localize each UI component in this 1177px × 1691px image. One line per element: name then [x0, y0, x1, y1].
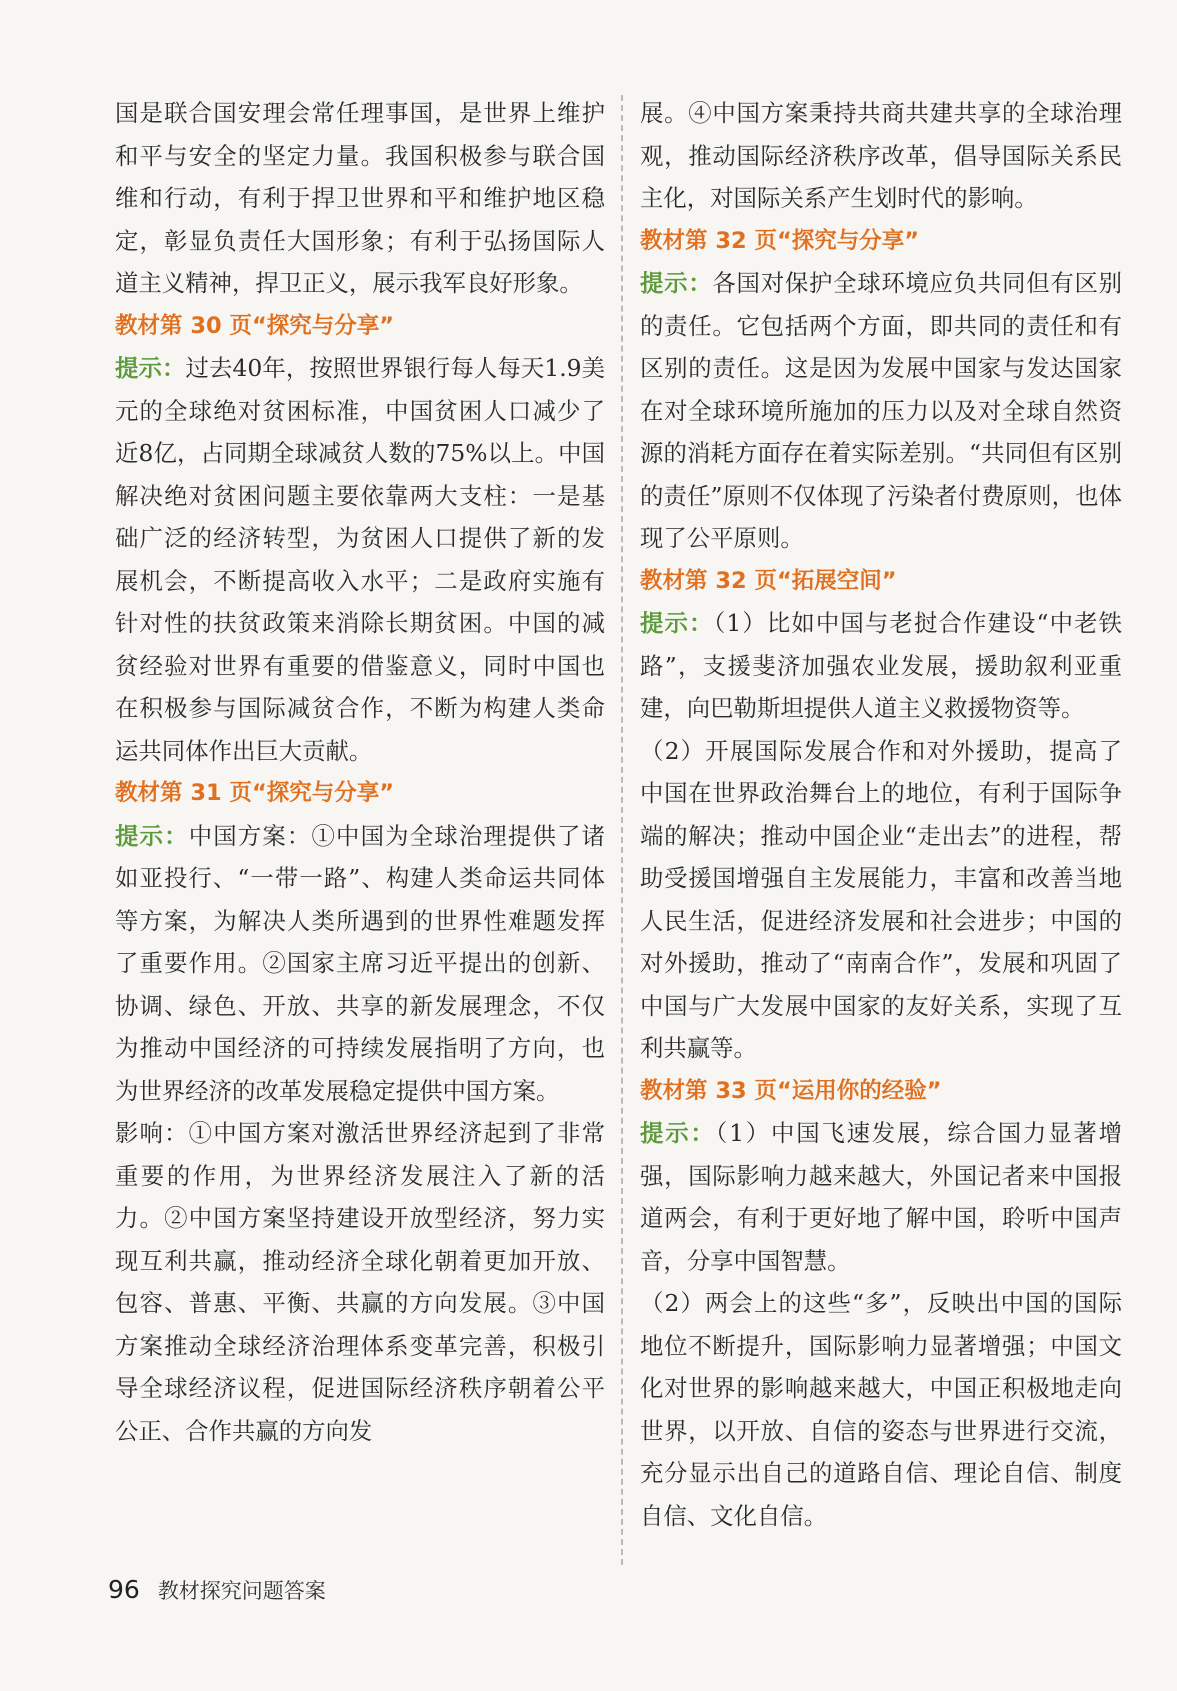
section-body-p33: [640, 1112, 1122, 1282]
section-heading-p32-extend: 教材第 32 页“拓展空间”: [640, 567, 897, 594]
section-body-p33-2: （2）两会上的这些“多”，反映出中国的国际地位不断提升，国际影响力显著增强；中国文化对世界的影响越来越大，中国正积极地走向世界，以开放、自信的姿态与世界进行交流，充分显示出自己的道路自信、理论自信、制度自信、文化自信。: [640, 1289, 1122, 1530]
section-body-p32-extend: [640, 602, 1122, 730]
intro-paragraph: 国是联合国安理会常任理事国，是世界上维护和平与安全的坚定力量。我国积极参与联合国维和行动，有利于捍卫世界和平和维护地区稳定，彰显负责任大国形象；有利于弘扬国际人道主义精神，捍卫正义，展示我军良好形象。: [115, 99, 605, 297]
tip-text: （1）中国飞速发展，综合国力显著增强，国际影响力越来越大，外国记者来中国报道两会，有利于更好地了解中国，聆听中国声音，分享中国智慧。: [640, 1119, 1123, 1275]
section-body-p30: [115, 347, 605, 772]
section-heading-p33: 教材第 33 页“运用你的经验”: [640, 1077, 942, 1104]
tip-label: 提示：: [640, 609, 714, 637]
tip-text: 各国对保护全球环境应负共同但有区别的责任。它包括两个方面，即共同的责任和有区别的责任。这是因为发展中国家与发达国家在对全球环境所施加的压力以及对全球自然资源的消耗方面存在着实际差别。“共同但有区别的责任”原则不仅体现了污染者付费原则，也体现了公平原则。: [640, 269, 1123, 552]
continuation-paragraph: 展。④中国方案秉持共商共建共享的全球治理观，推动国际经济秩序改革，倡导国际关系民主化，对国际关系产生划时代的影响。: [640, 99, 1122, 212]
footer-title: 教材探究问题答案: [157, 1579, 326, 1603]
section-heading-p31: 教材第 31 页“探究与分享”: [115, 780, 395, 806]
left-column: [115, 92, 605, 1452]
right-column: [640, 92, 1122, 1537]
page-footer: [108, 1575, 326, 1605]
section-heading-p30: 教材第 30 页“探究与分享”: [115, 312, 395, 339]
tip-label: 提示：: [640, 1119, 716, 1147]
page-number: 96: [108, 1575, 140, 1604]
section-body-p32-explore: [640, 262, 1122, 560]
section-body-p31: [115, 815, 605, 1113]
section-heading-p32-explore: 教材第 32 页“探究与分享”: [640, 227, 920, 254]
section-body-p32-extend-2: （2）开展国际发展合作和对外援助，提高了中国在世界政治舞台上的地位，有利于国际争端的解决；推动中国企业“走出去”的进程，帮助受援国增强自主发展能力，丰富和改善当地人民生活，促进经济发展和社会进步；中国的对外援助，推动了“南南合作”，发展和巩固了中国与广大发展中国家的友好关系，实现了互利共赢等。: [640, 736, 1122, 1062]
tip-label: 提示：: [115, 354, 186, 382]
tip-label: 提示：: [115, 821, 189, 850]
impact-paragraph: 影响：①中国方案对激活世界经济起到了非常重要的作用，为世界经济发展注入了新的活力。②中国方案坚持建设开放型经济，努力实现互利共赢，推动经济全球化朝着更加开放、包容、普惠、平衡、共赢的方向发展。③中国方案推动全球经济治理体系变革完善，积极引导全球经济议程，促进国际经济秩序朝着公平公正、合作共赢的方向发: [115, 1119, 605, 1445]
tip-text: 过去40年，按照世界银行每人每天1.9美元的全球绝对贫困标准，中国贫困人口减少了近8亿，占同期全球减贫人数的75%以上。中国解决绝对贫困问题主要依靠两大支柱：一是基础广泛的经济转型，为贫困人口提供了新的发展机会，不断提高收入水平；二是政府实施有针对性的扶贫政策来消除长期贫困。中国的减贫经验对世界有重要的借鉴意义，同时中国也在积极参与国际减贫合作，不断为构建人类命运共同体作出巨大贡献。: [115, 354, 606, 765]
tip-text: 中国方案：①中国为全球治理提供了诸如亚投行、“一带一路”、构建人类命运共同体等方案，为解决人类所遇到的世界性难题发挥了重要作用。②国家主席习近平提出的创新、协调、绿色、开放、共享的新发展理念，不仅为推动中国经济的可持续发展指明了方向，也为世界经济的改革发展稳定提供中国方案。: [115, 821, 606, 1105]
tip-text: （1）比如中国与老挝合作建设“中老铁路”，支援斐济加强农业发展，援助叙利亚重建，向巴勒斯坦提供人道主义救援物资等。: [640, 609, 1123, 722]
column-divider: [621, 95, 623, 1565]
tip-label: 提示：: [640, 269, 713, 297]
